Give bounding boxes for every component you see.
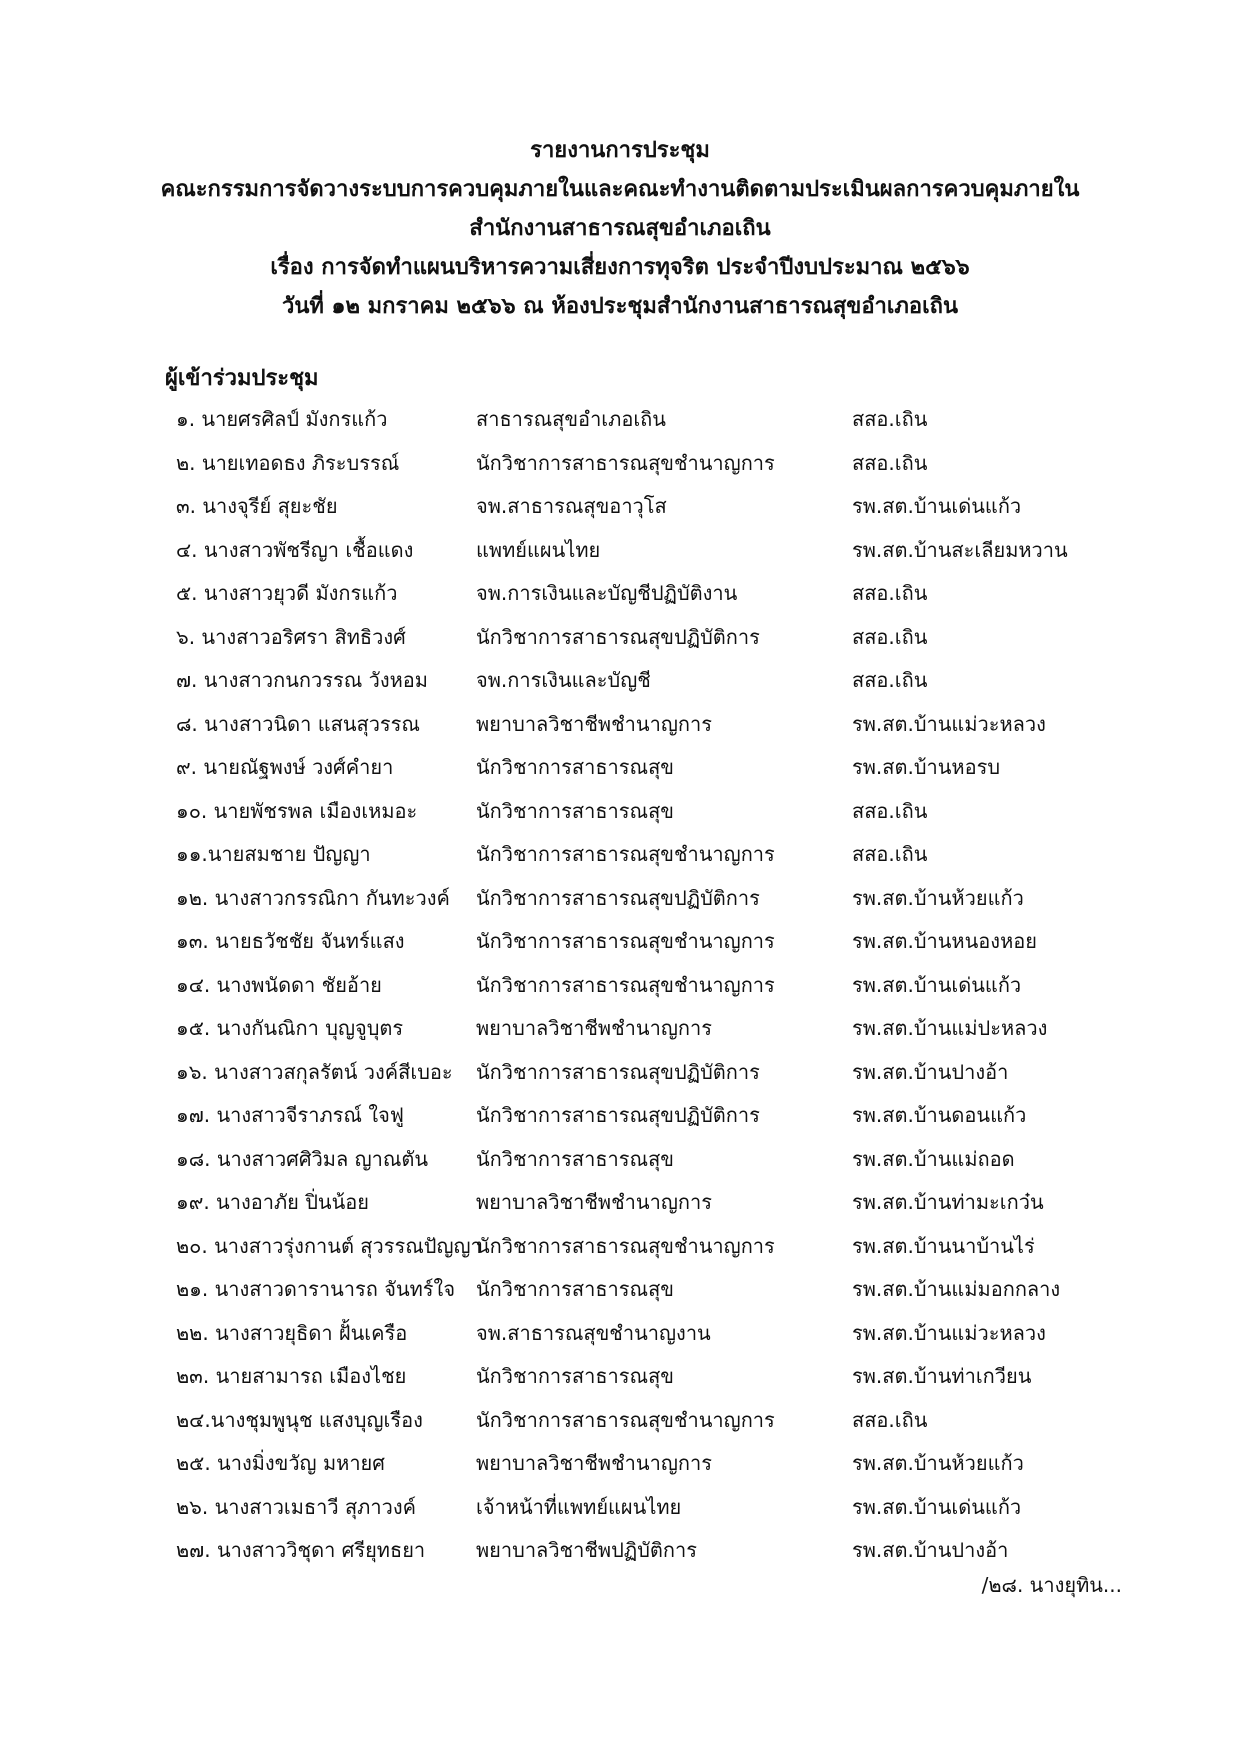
list-item (0, 1529, 1240, 1573)
attendee-position: พยาบาลวิชาชีพชำนาญการ (476, 1190, 712, 1214)
attendee-unit: รพ.สต.บ้านหอรบ (852, 755, 1001, 779)
attendee-position: จพ.สาธารณสุขอาวุโส (476, 494, 667, 518)
attendee-name: ๑. นายศรศิลป์ มังกรแก้ว (176, 407, 388, 431)
attendee-unit: สสอ.เถิน (852, 842, 928, 866)
attendee-position: พยาบาลวิชาชีพชำนาญการ (476, 711, 712, 736)
attendee-position: นักวิชาการสาธารณสุขชำนาญการ (476, 929, 775, 953)
attendee-position: นักวิชาการสาธารณสุข (476, 798, 674, 823)
attendee-unit: สสอ.เถิน (852, 1407, 928, 1432)
office-name: สำนักงานสาธารณสุขอำเภอเถิน (469, 216, 771, 241)
attendee-position: จพ.การเงินและบัญชี (476, 668, 651, 692)
list-item (0, 485, 1240, 529)
attendee-unit: รพ.สต.บ้านแม่ถอด (852, 1146, 1015, 1171)
attendee-position: พยาบาลวิชาชีพชำนาญการ (476, 1016, 712, 1040)
attendee-unit: รพ.สต.บ้านท่าเกวียน (852, 1364, 1032, 1388)
list-item (0, 1399, 1240, 1443)
list-item (0, 1007, 1240, 1051)
attendee-position: นักวิชาการสาธารณสุข (476, 755, 674, 779)
attendee-name: ๒๐. นางสาวรุ่งกานต์ สุวรรณปัญญา (176, 1233, 482, 1258)
attendee-position: เจ้าหน้าที่แพทย์แผนไทย (476, 1494, 682, 1519)
list-item (0, 616, 1240, 660)
report-header (0, 131, 1240, 326)
list-item (0, 1312, 1240, 1356)
attendee-name: ๔. นางสาวพัชรีญา เชื้อแดง (176, 537, 414, 562)
list-item (0, 1442, 1240, 1486)
list-item (0, 1486, 1240, 1530)
list-item (0, 877, 1240, 921)
attendee-position: จพ.สาธารณสุขชำนาญงาน (476, 1320, 711, 1345)
attendee-unit: รพ.สต.บ้านเด่นแก้ว (852, 1494, 1022, 1519)
attendee-name: ๑๘. นางสาวศศิวิมล ญาณตัน (176, 1146, 429, 1171)
list-item (0, 1355, 1240, 1399)
attendee-unit: รพ.สต.บ้านสะเลียมหวาน (852, 537, 1068, 562)
attendee-position: นักวิชาการสาธารณสุขชำนาญการ (476, 1407, 775, 1432)
attendee-name: ๑๐. นายพัชรพล เมืองเหมอะ (176, 798, 418, 823)
attendee-name: ๒๕. นางมิ่งขวัญ มหายศ (176, 1451, 385, 1475)
attendee-unit: รพ.สต.บ้านแม่มอกกลาง (852, 1277, 1061, 1301)
attendee-position: จพ.การเงินและบัญชีปฏิบัติงาน (476, 581, 738, 605)
attendee-name: ๒๓. นายสามารถ เมืองไชย (176, 1364, 407, 1388)
attendee-name: ๑๒. นางสาวกรรณิกา กันทะวงค์ (176, 885, 450, 910)
attendee-name: ๕. นางสาวยุวดี มังกรแก้ว (176, 581, 398, 605)
attendee-position: นักวิชาการสาธารณสุขปฏิบัติการ (476, 1103, 760, 1127)
meeting-subject: เรื่อง การจัดทำแผนบริหารความเสี่ยงการทุจริต ประจำปีงบประมาณ ๒๕๖๖ (270, 255, 970, 280)
list-item (0, 833, 1240, 877)
attendee-name: ๒๑. นางสาวดารานารถ จันทร์ใจ (176, 1277, 456, 1301)
attendee-position: นักวิชาการสาธารณสุขชำนาญการ (476, 972, 775, 997)
attendee-unit: สสอ.เถิน (852, 581, 928, 605)
attendee-position: นักวิชาการสาธารณสุขปฏิบัติการ (476, 624, 760, 649)
attendee-position: นักวิชาการสาธารณสุขชำนาญการ (476, 842, 775, 866)
attendee-unit: สสอ.เถิน (852, 668, 928, 692)
attendee-list (0, 398, 1240, 1573)
list-item (0, 529, 1240, 573)
attendee-unit: รพ.สต.บ้านห้วยแก้ว (852, 1451, 1024, 1475)
attendee-unit: รพ.สต.บ้านแม่วะหลวง (852, 711, 1046, 736)
attendee-unit: รพ.สต.บ้านหนองหอย (852, 929, 1037, 953)
attendee-position: นักวิชาการสาธารณสุขปฏิบัติการ (476, 885, 760, 910)
attendee-unit: รพ.สต.บ้านนาบ้านไร่ (852, 1233, 1035, 1258)
attendee-unit: สสอ.เถิน (852, 798, 928, 823)
list-item (0, 1094, 1240, 1138)
list-item (0, 703, 1240, 747)
list-item (0, 398, 1240, 442)
attendee-position: นักวิชาการสาธารณสุข (476, 1364, 674, 1388)
list-item (0, 572, 1240, 616)
attendee-unit: รพ.สต.บ้านแม่วะหลวง (852, 1320, 1046, 1345)
committee-name: คณะกรรมการจัดวางระบบการควบคุมภายในและคณะทำงานติดตามประเมินผลการควบคุมภายใน (160, 177, 1080, 202)
attendee-position: พยาบาลวิชาชีพชำนาญการ (476, 1451, 712, 1475)
attendee-position: นักวิชาการสาธารณสุขปฏิบัติการ (476, 1059, 760, 1084)
attendee-position: สาธารณสุขอำเภอเถิน (476, 407, 666, 431)
attendee-name: ๖. นางสาวอริศรา สิทธิวงศ์ (176, 624, 406, 649)
list-item (0, 1268, 1240, 1312)
attendee-name: ๑๔. นางพนัดดา ชัยอ้าย (176, 972, 382, 997)
attendee-name: ๑๙. นางอาภัย ปิ่นน้อย (176, 1190, 369, 1214)
list-item (0, 746, 1240, 790)
attendee-unit: สสอ.เถิน (852, 450, 928, 475)
list-item (0, 920, 1240, 964)
attendee-name: ๗. นางสาวกนกวรรณ วังหอม (176, 668, 428, 692)
attendee-unit: รพ.สต.บ้านแม่ปะหลวง (852, 1016, 1048, 1040)
attendees-heading: ผู้เข้าร่วมประชุม (165, 366, 319, 391)
attendee-position: แพทย์แผนไทย (476, 537, 601, 562)
list-item (0, 1051, 1240, 1095)
attendee-unit: สสอ.เถิน (852, 407, 928, 431)
attendee-name: ๙. นายณัฐพงษ์ วงศ์คำยา (176, 755, 394, 779)
attendee-name: ๒. นายเทอดธง ภิระบรรณ์ (176, 450, 400, 475)
continuation-note: /๒๘. นางยุทิน... (981, 1573, 1122, 1597)
attendee-unit: รพ.สต.บ้านดอนแก้ว (852, 1103, 1027, 1127)
list-item (0, 442, 1240, 486)
list-item (0, 790, 1240, 834)
attendee-name: ๑๓. นายธวัชชัย จันทร์แสง (176, 929, 405, 953)
attendee-position: นักวิชาการสาธารณสุขชำนาญการ (476, 450, 775, 475)
attendee-position: พยาบาลวิชาชีพปฏิบัติการ (476, 1538, 697, 1562)
attendee-unit: รพ.สต.บ้านปางอ้า (852, 1059, 1009, 1084)
attendee-name: ๒๒. นางสาวยุธิดา ฝั้นเครือ (176, 1320, 408, 1345)
list-item (0, 1225, 1240, 1269)
attendee-unit: รพ.สต.บ้านห้วยแก้ว (852, 885, 1024, 910)
attendee-name: ๑๗. นางสาวจีราภรณ์ ใจฟู (176, 1103, 404, 1127)
meeting-date-location: วันที่ ๑๒ มกราคม ๒๕๖๖ ณ ห้องประชุมสำนักงานสาธารณสุขอำเภอเถิน (281, 294, 959, 319)
attendee-name: ๒๔.นางชุมพูนุช แสงบุญเรือง (176, 1407, 423, 1432)
attendee-unit: รพ.สต.บ้านเด่นแก้ว (852, 494, 1022, 518)
list-item (0, 659, 1240, 703)
list-item (0, 1181, 1240, 1225)
attendee-position: นักวิชาการสาธารณสุข (476, 1277, 674, 1301)
list-item (0, 964, 1240, 1008)
attendee-name: ๑๑.นายสมชาย ปัญญา (176, 842, 371, 866)
attendee-name: ๑๖. นางสาวสกุลรัตน์ วงค์สีเบอะ (176, 1059, 453, 1084)
report-title: รายงานการประชุม (530, 138, 710, 163)
attendee-name: ๓. นางจุรีย์ สุยะชัย (176, 494, 338, 518)
attendee-unit: สสอ.เถิน (852, 624, 928, 649)
attendee-name: ๒๗. นางสาววิชุดา ศรียุทธยา (176, 1538, 426, 1562)
attendee-unit: รพ.สต.บ้านท่ามะเกว๋น (852, 1190, 1044, 1214)
attendee-position: นักวิชาการสาธารณสุขชำนาญการ (476, 1233, 775, 1258)
attendee-name: ๑๕. นางกันณิกา บุญจูบุตร (176, 1016, 404, 1040)
attendee-unit: รพ.สต.บ้านเด่นแก้ว (852, 972, 1022, 997)
attendee-unit: รพ.สต.บ้านปางอ้า (852, 1538, 1009, 1562)
list-item (0, 1138, 1240, 1182)
attendee-name: ๘. นางสาวนิดา แสนสุวรรณ (176, 711, 420, 736)
attendee-name: ๒๖. นางสาวเมธาวี สุภาวงค์ (176, 1494, 416, 1519)
attendee-position: นักวิชาการสาธารณสุข (476, 1146, 674, 1171)
